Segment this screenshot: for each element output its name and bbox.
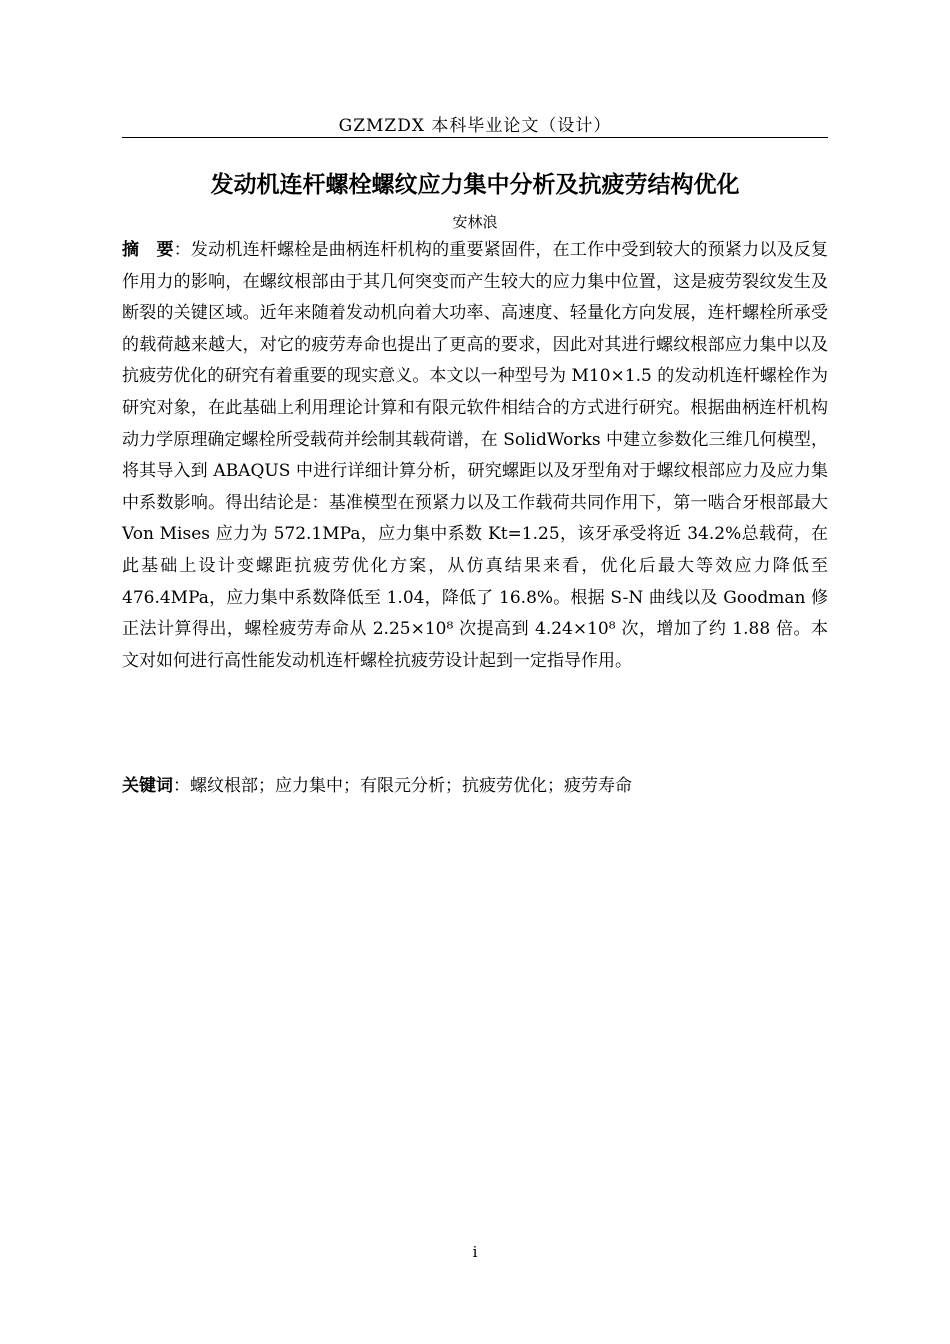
page-number: i: [472, 1243, 478, 1261]
abstract-body: 发动机连杆螺栓是曲柄连杆机构的重要紧固件，在工作中受到较大的预紧力以及反复作用力的影响，在螺纹根部由于其几何突变而产生较大的应力集中位置，这是疲劳裂纹发生及断裂的关键区域。近年来随着发动机向着大功率、高速度、轻量化方向发展，连杆螺栓所承受的载荷越来越大，对它的疲劳寿命也提出了更高的要求，因此对其进行螺纹根部应力集中以及抗疲劳优化的研究有着重要的现实意义。本文以一种型号为 M10×1.5 的发动机连杆螺栓作为研究对象，在此基础上利用理论计算和有限元软件相结合的方式进行研究。根据曲柄连杆机构动力学原理确定螺栓所受载荷并绘制其载荷谱，在 SolidWorks 中建立参数化三维几何模型，将其导入到 ABAQUS 中进行详细计算分析，研究螺距以及牙型角对于螺纹根部应力及应力集中系数影响。得出结论是：基准模型在预紧力以及工作载荷共同作用下，第一啮合牙根部最大 Von Mises 应力为 572.1MPa，应力集中系数 Kt=1.25，该牙承受将近 34.2%总载荷，在此基础上设计变螺距抗疲劳优化方案，从仿真结果来看，优化后最大等效应力降低至 476.4MPa，应力集中系数降低至 1.04，降低了 16.8%。根据 S-N 曲线以及 Goodman 修正法计算得出，螺栓疲劳寿命从 2.25×10⁸ 次提高到 4.24×10⁸ 次，增加了约 1.88 倍。本文对如何进行高性能发动机连杆螺栓抗疲劳设计起到一定指导作用。: [122, 240, 829, 671]
paper-title: 发动机连杆螺栓螺纹应力集中分析及抗疲劳结构优化: [210, 172, 740, 198]
abstract-section: [122, 235, 828, 677]
keywords-label: 关键词: [122, 776, 173, 796]
abstract-separator: ：: [173, 240, 191, 260]
author-name: 安林浪: [452, 213, 498, 231]
running-header: GZMZDX 本科毕业论文（设计）: [338, 116, 612, 136]
keywords-section: [122, 771, 828, 802]
abstract-label: 摘 要: [122, 240, 174, 260]
keywords-separator: ：: [173, 776, 190, 796]
keywords-text: 螺纹根部；应力集中；有限元分析；抗疲劳优化；疲劳寿命: [190, 776, 632, 796]
header-rule: [122, 137, 828, 138]
